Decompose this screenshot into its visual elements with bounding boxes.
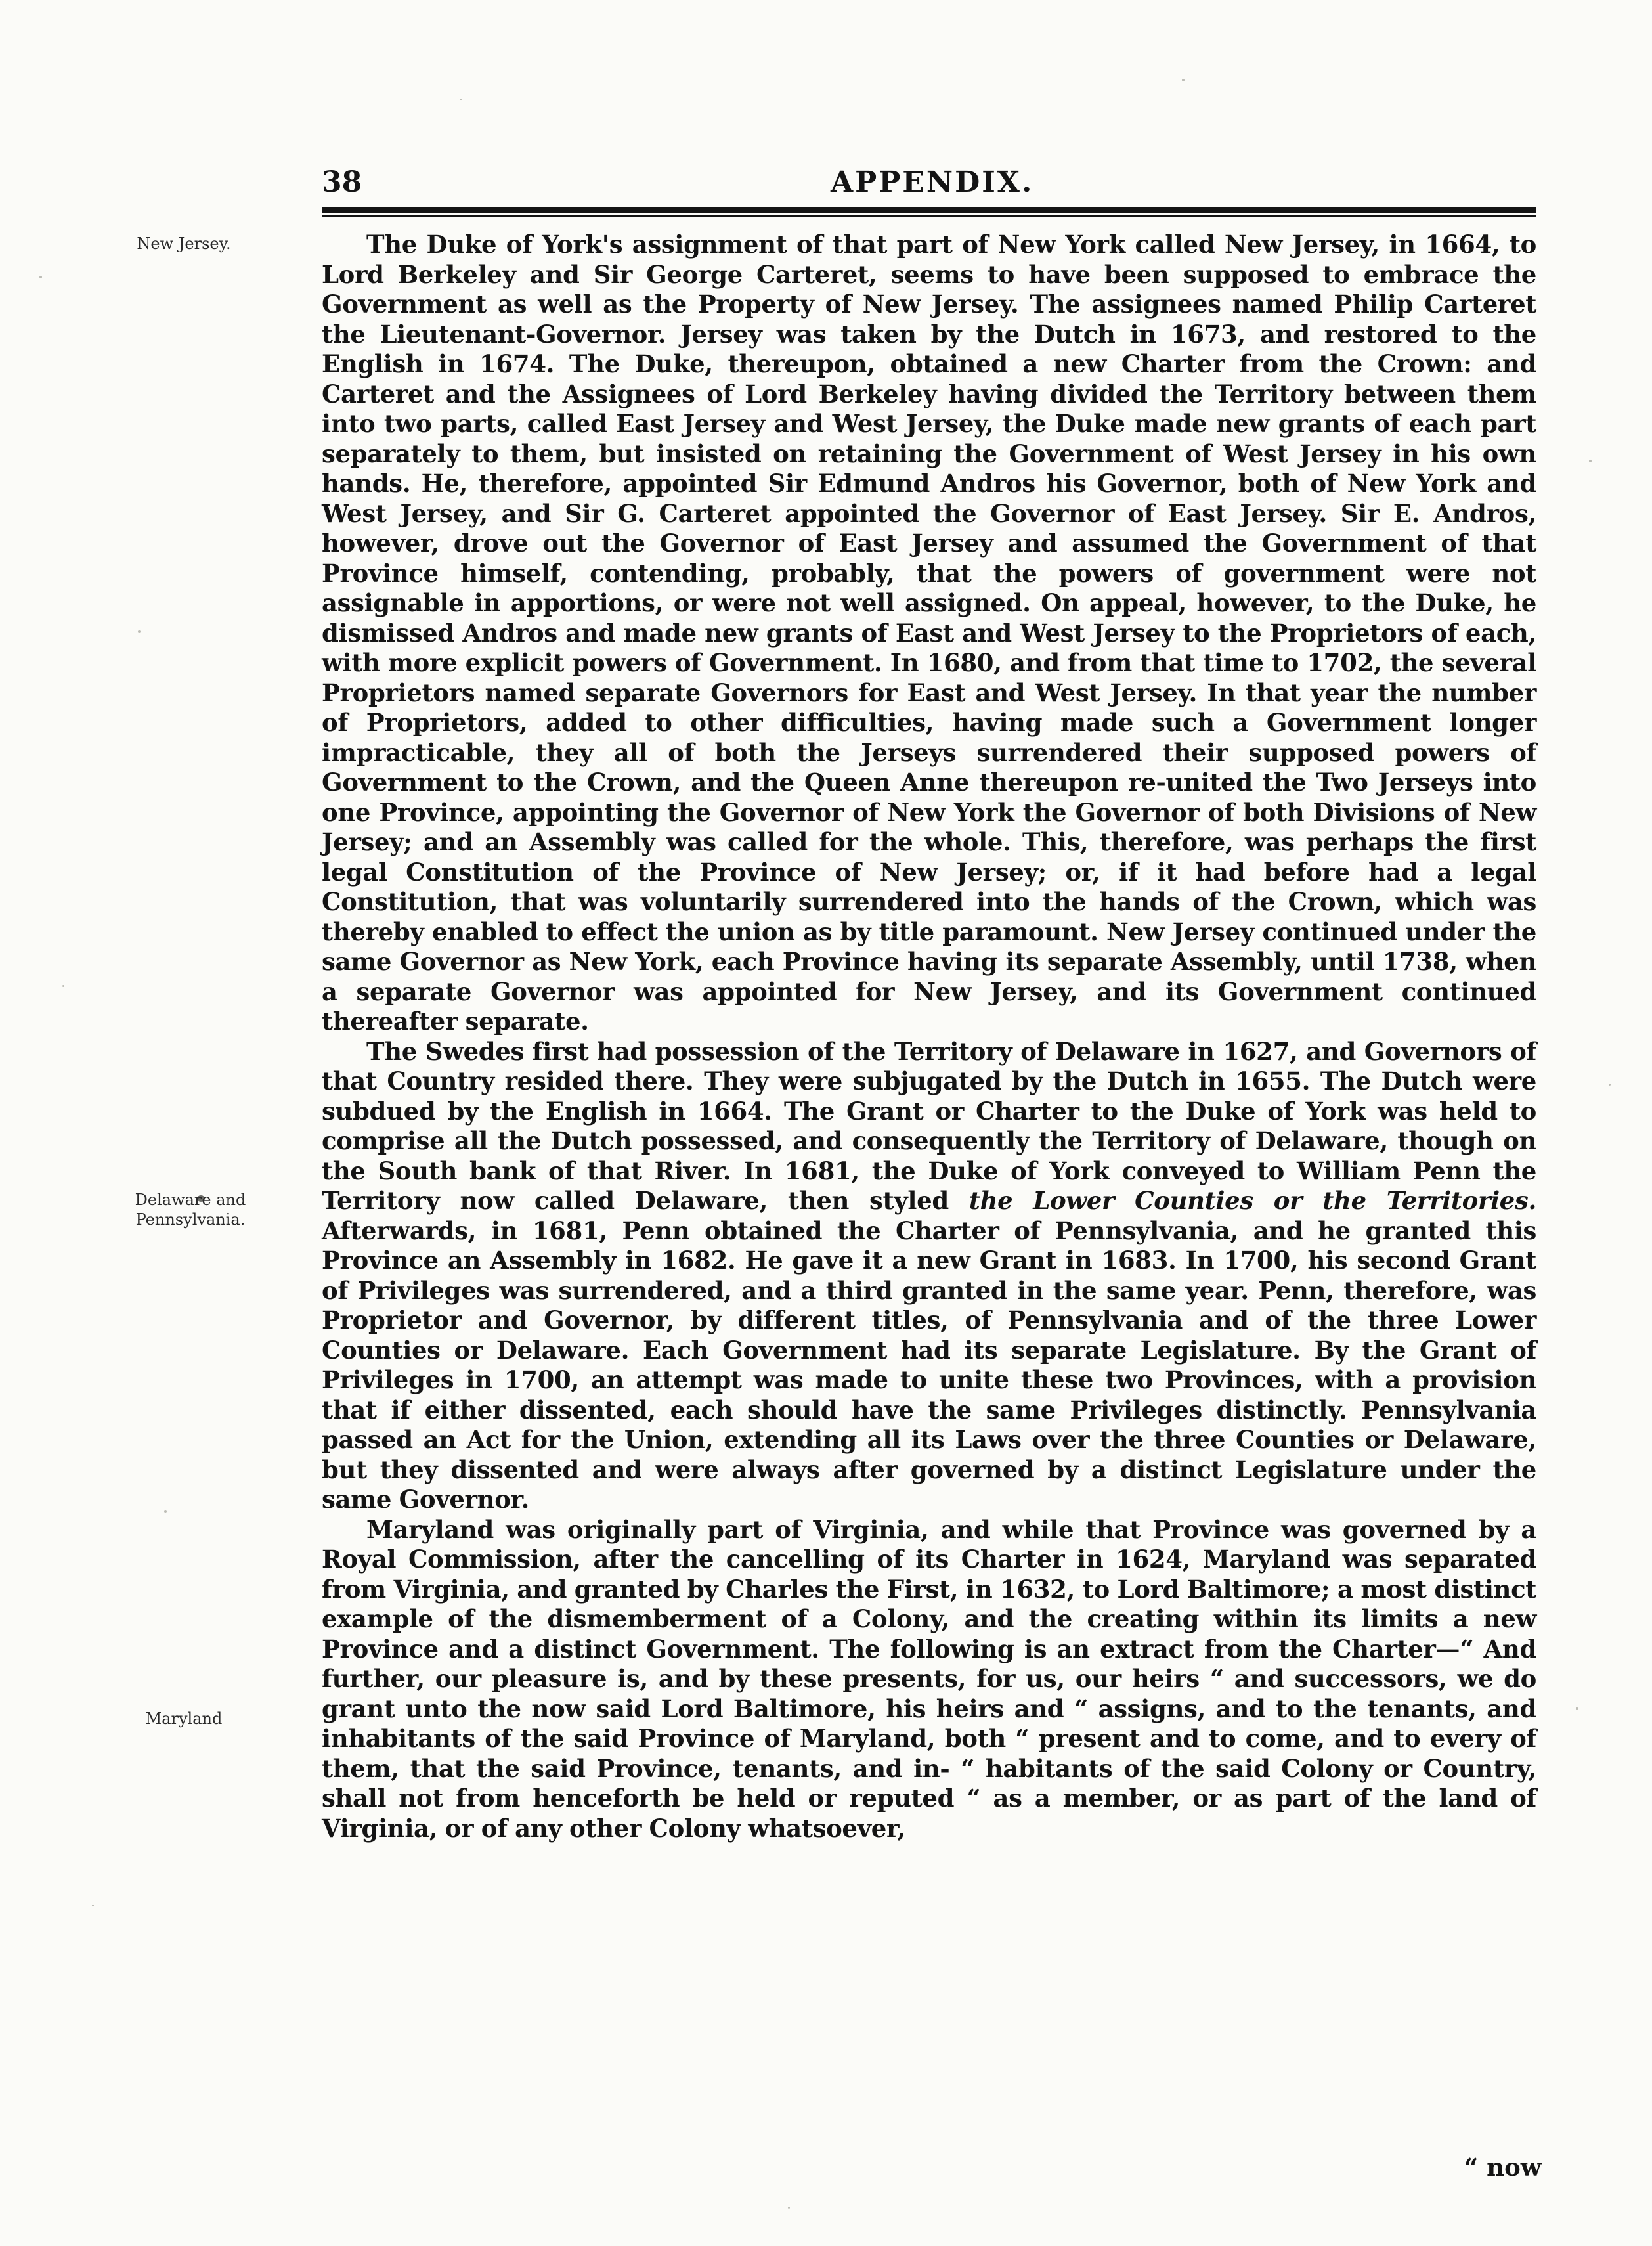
paper-speck: [788, 2207, 790, 2209]
paper-speck: [92, 1905, 94, 1906]
page-number: 38: [322, 165, 362, 199]
paper-speck: [138, 630, 141, 633]
paper-speck: [62, 985, 64, 987]
paper-speck: [1576, 1707, 1578, 1710]
catchword: “ now: [1464, 2153, 1542, 2182]
running-head: APPENDIX.: [831, 165, 1034, 199]
paragraph-delaware: [322, 1037, 1536, 1515]
margin-note-delaware: Delaware and Pennsylvania.: [135, 1191, 246, 1229]
delaware-text-part2: Afterwards, in 1681, Penn obtained the Charter of Pennsylvania, and he granted this Province an Assembly in 1682. He gave it a new Grant in 1683. In 1700, his second Grant of Privileges was surrendered, and a third granted in the same year. Penn, therefore, was Proprietor and Governor, by different titles, of Pennsylvania and of the three Lower Counties or Delaware. Each Government had its separate Legislature. By the Grant of Privileges in 1700, an attempt was made to unite these two Provinces, with a provision that if either dissented, each should have the same Privileges distinctly. Pennsylvania passed an Act for the Union, extending all its Laws over the three Counties or Delaware, but they dissented and were always after governed by a distinct Legislature under the same Governor.: [322, 1216, 1536, 1514]
paper-speck: [1182, 79, 1185, 81]
paper-speck: [39, 276, 42, 278]
header-rule-thick: [322, 207, 1536, 213]
paper-speck: [164, 1510, 167, 1513]
margin-note-new-jersey: New Jersey.: [137, 234, 231, 253]
paragraph-new-jersey: The Duke of York's assignment of that part of New York called New Jersey, in 1664, to Lord Berkeley and Sir George Carteret, seems to have been supposed to embrace the Government as well as the Property of New Jersey. The assignees named Philip Carteret the Lieutenant-Governor. Jersey was taken by the Dutch in 1673, and restored to the English in 1674. The Duke, thereupon, obtained a new Charter from the Crown: and Carteret and the Assignees of Lord Berkeley having divided the Territory between them into two parts, called East Jersey and West Jersey, the Duke made new grants of each part separately to them, but insisted on retaining the Government of West Jersey in his own hands. He, therefore, appointed Sir Edmund Andros his Governor, both of New York and West Jersey, and Sir G. Carteret appointed the Governor of East Jersey. Sir E. Andros, however, drove out the Governor of East Jersey and assumed the Government of that Province himself, contending, probably, that the powers of government were not assignable in apportions, or were not well assigned. On appeal, however, to the Duke, he dismissed Andros and made new grants of East and West Jersey to the Proprietors of each, with more explicit powers of Government. In 1680, and from that time to 1702, the several Proprietors named separate Governors for East and West Jersey. In that year the number of Proprietors, added to other difficulties, having made such a Government longer impracticable, they all of both the Jerseys surrendered their supposed powers of Government to the Crown, and the Queen Anne thereupon re-united the Two Jerseys into one Province, appointing the Governor of New York the Governor of both Divisions of New Jersey; and an Assembly was called for the whole. This, therefore, was perhaps the first legal Constitution of the Province of New Jersey; or, if it had before had a legal Constitution, that was voluntarily surrendered into the hands of the Crown, which was thereby enabled to effect the union as by title paramount. New Jersey continued under the same Governor as New York, each Province having its separate Assembly, until 1738, when a separate Governor was appointed for New Jersey, and its Government continued thereafter separate.: [322, 230, 1536, 1036]
delaware-text-part1: The Swedes first had possession of the Territory of Delaware in 1627, and Governors of that Country resided there. They were subjugated by the Dutch in 1655. The Dutch were subdued by the English in 1664. The Grant or Charter to the Duke of York was held to comprise all the Dutch possessed, and consequently the Territory of Delaware, though on the South bank of that River. In 1681, the Duke of York conveyed to William Penn the Territory now called Delaware, then styled: [322, 1036, 1536, 1215]
page-header: [322, 165, 1536, 205]
paper-speck: [1609, 1084, 1611, 1086]
header-rule-thin: [322, 215, 1536, 217]
paragraph-maryland: Maryland was originally part of Virginia, and while that Province was governed by a Royal Commission, after the cancelling of its Charter in 1624, Maryland was separated from Virginia, and granted by Charles the First, in 1632, to Lord Baltimore; a most distinct example of the dismemberment of a Colony, and the creating within its limits a new Province and a distinct Government. The following is an extract from the Charter—“ And further, our pleasure is, and by these presents, for us, our heirs “ and successors, we do grant unto the now said Lord Baltimore, his heirs and “ assigns, and to the tenants, and inhabitants of the said Province of Maryland, both “ present and to come, and to every of them, that the said Province, tenants, and in- “ habitants of the said Colony or Country, shall not from henceforth be held or reputed “ as a member, or as part of the land of Virginia, or of any other Colony whatsoever,: [322, 1514, 1536, 1843]
paper-speck: [460, 99, 462, 100]
paper-speck: [1589, 460, 1592, 462]
margin-note-maryland: Maryland: [145, 1709, 223, 1728]
delaware-italic-phrase: the Lower Counties or the Territories.: [968, 1186, 1537, 1215]
body-text: [322, 230, 1536, 1843]
